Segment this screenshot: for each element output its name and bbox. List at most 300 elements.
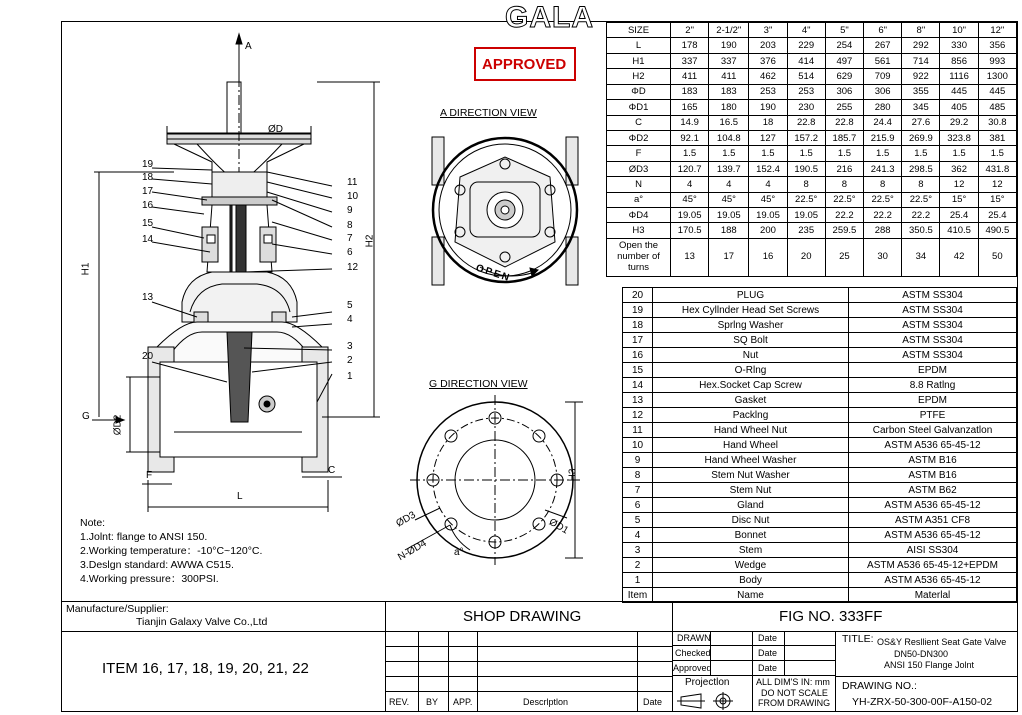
part-material: ASTM A351 CF8: [849, 513, 1017, 528]
dim-angle-label: a°: [454, 547, 464, 558]
size-cell: 345: [902, 100, 940, 115]
parts-table-row: [623, 543, 1017, 558]
title-line-1: OS&Y Resllient Seat Gate Valve: [877, 637, 1007, 647]
size-header-cell: 6": [864, 23, 902, 38]
notes: [80, 516, 262, 586]
note-item: 4.Working pressure：300PSI.: [80, 573, 219, 585]
size-cell: 183: [709, 84, 749, 99]
size-header-cell: 5": [825, 23, 863, 38]
size-cell: 17: [709, 238, 749, 276]
size-cell: 8: [864, 177, 902, 192]
parts-table: [622, 287, 1017, 603]
balloon-4: 4: [347, 314, 353, 325]
size-cell: 323.8: [940, 130, 978, 145]
manufacturer-label: Manufacture/Supplier:: [66, 603, 169, 615]
part-material: ASTM B16: [849, 468, 1017, 483]
part-material: Carbon Steel Galvanzatlon: [849, 423, 1017, 438]
part-name: Hand Wheel Washer: [653, 453, 849, 468]
balloon-6: 6: [347, 247, 353, 258]
part-material: PTFE: [849, 408, 1017, 423]
balloon-20: 20: [142, 351, 154, 362]
size-cell: 25: [825, 238, 863, 276]
part-material: ASTM A536 65-45-12: [849, 573, 1017, 588]
size-cell: 8: [902, 177, 940, 192]
balloon-10: 10: [347, 191, 359, 202]
size-cell: 45°: [671, 192, 709, 207]
balloon-17: 17: [142, 186, 154, 197]
size-cell: 445: [940, 84, 978, 99]
size-cell: 152.4: [749, 161, 787, 176]
size-cell: 19.05: [671, 208, 709, 223]
balloon-16: 16: [142, 200, 154, 211]
parts-table-row: [623, 573, 1017, 588]
size-header-cell: 3": [749, 23, 787, 38]
size-header-cell: 4": [787, 23, 825, 38]
size-cell: 1.5: [940, 146, 978, 161]
a-direction-view-title: A DIRECTION VIEW: [440, 107, 537, 119]
size-row-label: N: [607, 177, 671, 192]
manufacturer-name: Tianjin Galaxy Valve Co.,Ltd: [136, 616, 268, 628]
parts-table-row: [623, 393, 1017, 408]
part-item-no: 11: [623, 423, 653, 438]
size-table-row: [607, 130, 1017, 145]
size-cell: 490.5: [978, 223, 1016, 238]
part-material: ASTM SS304: [849, 318, 1017, 333]
parts-table-row: [623, 438, 1017, 453]
size-table-row: [607, 115, 1017, 130]
size-cell: 42: [940, 238, 978, 276]
size-cell: 269.9: [902, 130, 940, 145]
part-item-no: 4: [623, 528, 653, 543]
size-table-row: [607, 192, 1017, 207]
parts-table-row: [623, 303, 1017, 318]
part-item-no: 6: [623, 498, 653, 513]
parts-table-row: [623, 498, 1017, 513]
dim-g-label: G: [82, 411, 90, 422]
size-cell: 292: [902, 38, 940, 53]
size-cell: 45°: [749, 192, 787, 207]
size-cell: 230: [787, 100, 825, 115]
size-cell: 253: [787, 84, 825, 99]
part-material: ASTM A536 65-45-12: [849, 438, 1017, 453]
size-cell: 1.5: [864, 146, 902, 161]
shop-drawing-title: SHOP DRAWING: [463, 608, 582, 625]
size-cell: 178: [671, 38, 709, 53]
size-cell: 298.5: [902, 161, 940, 176]
date-label-3: Date: [758, 663, 778, 673]
all-dims-label: ALL DIM'S IN: mm: [756, 677, 830, 687]
part-item-no: 8: [623, 468, 653, 483]
dim-nod4-label: N-ØD4: [396, 538, 429, 564]
balloon-2: 2: [347, 355, 353, 366]
brand-logo: GALA: [505, 1, 594, 34]
size-cell: 120.7: [671, 161, 709, 176]
part-item-no: 7: [623, 483, 653, 498]
checked-label: Checked: [675, 648, 711, 658]
size-cell: 356: [978, 38, 1016, 53]
dim-h2-label: H2: [364, 234, 376, 248]
part-material: EPDM: [849, 363, 1017, 378]
drawing-no-label: DRAWING NO.:: [842, 680, 917, 692]
size-row-label: ΦD4: [607, 208, 671, 223]
drawing-no: YH-ZRX-50-300-00F-A150-02: [852, 696, 993, 708]
size-table-row: [607, 53, 1017, 68]
parts-table-row: [623, 588, 1017, 603]
description-label: Descrlptlon: [523, 697, 569, 707]
balloon-3: 3: [347, 341, 353, 352]
size-cell: 267: [864, 38, 902, 53]
part-name: Name: [653, 588, 849, 603]
size-cell: 414: [787, 53, 825, 68]
parts-table-row: [623, 483, 1017, 498]
size-cell: 157.2: [787, 130, 825, 145]
size-cell: 16: [749, 238, 787, 276]
part-item-no: 13: [623, 393, 653, 408]
size-cell: 216: [825, 161, 863, 176]
part-item-no: 1: [623, 573, 653, 588]
dim-od-label: ØD: [268, 124, 283, 135]
size-cell: 12: [940, 177, 978, 192]
size-cell: 337: [671, 53, 709, 68]
size-cell: 14.9: [671, 115, 709, 130]
size-cell: 12: [978, 177, 1016, 192]
date-label-rev: Date: [643, 697, 663, 707]
note-item: 2.Working temperature：-10°C~120°C.: [80, 545, 263, 557]
size-table-row: [607, 84, 1017, 99]
dim-h3-label: H3: [567, 468, 579, 482]
dim-a-label: A: [245, 41, 252, 52]
size-cell: 993: [978, 53, 1016, 68]
size-cell: 190: [749, 100, 787, 115]
size-cell: 411: [671, 69, 709, 84]
note-item: 3.Deslgn standard: AWWA C515.: [80, 559, 234, 571]
size-table-row: [607, 69, 1017, 84]
part-name: Packlng: [653, 408, 849, 423]
dim-od2-label: ØD2: [112, 414, 124, 436]
part-item-no: 20: [623, 288, 653, 303]
size-cell: 235: [787, 223, 825, 238]
part-material: EPDM: [849, 393, 1017, 408]
size-cell: 45°: [709, 192, 749, 207]
size-cell: 203: [749, 38, 787, 53]
size-header-cell: 10": [940, 23, 978, 38]
size-cell: 462: [749, 69, 787, 84]
part-material: ASTM A536 65-45-12: [849, 498, 1017, 513]
size-cell: 405: [940, 100, 978, 115]
size-cell: 170.5: [671, 223, 709, 238]
size-cell: 183: [671, 84, 709, 99]
size-row-label: H1: [607, 53, 671, 68]
size-cell: 190.5: [787, 161, 825, 176]
part-name: O-Rlng: [653, 363, 849, 378]
by-label: BY: [426, 697, 439, 707]
part-name: Gland: [653, 498, 849, 513]
size-table-row: [607, 208, 1017, 223]
size-cell: 1.5: [787, 146, 825, 161]
size-cell: 1.5: [902, 146, 940, 161]
size-cell: 1.5: [749, 146, 787, 161]
dim-l-label: L: [237, 491, 243, 502]
size-cell: 22.2: [825, 208, 863, 223]
size-cell: 180: [709, 100, 749, 115]
size-cell: 24.4: [864, 115, 902, 130]
size-row-label: C: [607, 115, 671, 130]
size-cell: 1.5: [978, 146, 1016, 161]
stamp-text: APPROVED: [482, 56, 567, 73]
size-cell: 104.8: [709, 130, 749, 145]
parts-table-row: [623, 528, 1017, 543]
title-line-3: ANSI 150 Flange Jolnt: [884, 660, 975, 670]
size-cell: 34: [902, 238, 940, 276]
size-cell: 259.5: [825, 223, 863, 238]
part-material: ASTM A536 65-45-12+EPDM: [849, 558, 1017, 573]
size-cell: 127: [749, 130, 787, 145]
size-row-label: a°: [607, 192, 671, 207]
size-cell: 165: [671, 100, 709, 115]
size-cell: 497: [825, 53, 863, 68]
balloon-13: 13: [142, 292, 154, 303]
size-cell: 376: [749, 53, 787, 68]
part-material: ASTM B16: [849, 453, 1017, 468]
size-cell: 1.5: [671, 146, 709, 161]
part-name: PLUG: [653, 288, 849, 303]
title-label: TITLE:: [842, 633, 874, 645]
dim-c-label: C: [328, 465, 336, 476]
size-cell: 15°: [978, 192, 1016, 207]
size-cell: 714: [902, 53, 940, 68]
part-material: ASTM SS304: [849, 288, 1017, 303]
size-cell: 445: [978, 84, 1016, 99]
size-cell: 22.5°: [787, 192, 825, 207]
size-cell: 1300: [978, 69, 1016, 84]
size-table-row: [607, 238, 1017, 276]
part-material: ASTM SS304: [849, 348, 1017, 363]
part-item-no: 19: [623, 303, 653, 318]
part-material: 8.8 Ratlng: [849, 378, 1017, 393]
dim-od3-label: ØD3: [394, 509, 418, 530]
title-line-2: DN50-DN300: [894, 649, 949, 659]
fig-no: FIG NO. 333FF: [779, 608, 883, 625]
size-table-row: [607, 146, 1017, 161]
parts-table-row: [623, 468, 1017, 483]
open-label: OPEN: [474, 262, 513, 285]
size-cell: 22.8: [787, 115, 825, 130]
date-label-1: Date: [758, 633, 778, 643]
projection-label: Projectlon: [685, 677, 730, 688]
size-cell: 19.05: [787, 208, 825, 223]
part-name: Stem Nut: [653, 483, 849, 498]
parts-table-row: [623, 408, 1017, 423]
part-name: Bonnet: [653, 528, 849, 543]
part-name: Disc Nut: [653, 513, 849, 528]
parts-table-row: [623, 348, 1017, 363]
part-name: Wedge: [653, 558, 849, 573]
size-cell: 139.7: [709, 161, 749, 176]
size-cell: 19.05: [749, 208, 787, 223]
size-cell: 1.5: [825, 146, 863, 161]
part-name: Hand Wheel: [653, 438, 849, 453]
part-name: Nut: [653, 348, 849, 363]
size-table-row: [607, 223, 1017, 238]
size-row-label: H2: [607, 69, 671, 84]
parts-table-row: [623, 333, 1017, 348]
size-table-row: [607, 177, 1017, 192]
do-not-scale-label: DO NOT SCALE: [761, 688, 828, 698]
size-cell: 1.5: [709, 146, 749, 161]
size-cell: 8: [825, 177, 863, 192]
size-cell: 229: [787, 38, 825, 53]
parts-table-row: [623, 363, 1017, 378]
part-item-no: 12: [623, 408, 653, 423]
size-cell: 330: [940, 38, 978, 53]
approved-stamp: [474, 47, 576, 81]
part-material: AISI SS304: [849, 543, 1017, 558]
size-cell: 241.3: [864, 161, 902, 176]
part-item-no: 2: [623, 558, 653, 573]
size-header-cell: 12": [978, 23, 1016, 38]
part-material: ASTM B62: [849, 483, 1017, 498]
size-cell: 485: [978, 100, 1016, 115]
size-cell: 629: [825, 69, 863, 84]
size-header-cell: SIZE: [607, 23, 671, 38]
size-cell: 431.8: [978, 161, 1016, 176]
size-cell: 381: [978, 130, 1016, 145]
size-table-header: [607, 23, 1017, 38]
parts-table-body: [623, 288, 1017, 603]
size-cell: 30: [864, 238, 902, 276]
size-cell: 22.5°: [864, 192, 902, 207]
size-cell: 185.7: [825, 130, 863, 145]
size-table-row: [607, 161, 1017, 176]
from-drawing-label: FROM DRAWING: [758, 698, 831, 708]
size-cell: 410.5: [940, 223, 978, 238]
size-cell: 280: [864, 100, 902, 115]
size-cell: 337: [709, 53, 749, 68]
parts-table-row: [623, 513, 1017, 528]
size-cell: 25.4: [978, 208, 1016, 223]
part-item-no: 9: [623, 453, 653, 468]
balloon-11: 11: [347, 177, 358, 188]
size-cell: 19.05: [709, 208, 749, 223]
part-name: Hand Wheel Nut: [653, 423, 849, 438]
part-item-no: 5: [623, 513, 653, 528]
drawn-label: DRAWN: [677, 633, 711, 643]
size-cell: 306: [864, 84, 902, 99]
size-cell: 188: [709, 223, 749, 238]
balloon-8: 8: [347, 220, 353, 231]
size-table-body: [607, 38, 1017, 277]
part-item-no: 15: [623, 363, 653, 378]
size-cell: 350.5: [902, 223, 940, 238]
balloon-12: 12: [347, 262, 359, 273]
size-cell: 16.5: [709, 115, 749, 130]
balloon-5: 5: [347, 300, 353, 311]
date-label-2: Date: [758, 648, 778, 658]
size-table-row: [607, 38, 1017, 53]
size-cell: 15°: [940, 192, 978, 207]
size-cell: 22.5°: [902, 192, 940, 207]
part-item-no: 3: [623, 543, 653, 558]
part-name: Hex Cyllnder Head Set Screws: [653, 303, 849, 318]
part-name: Stem Nut Washer: [653, 468, 849, 483]
balloon-9: 9: [347, 205, 353, 216]
size-cell: 22.5°: [825, 192, 863, 207]
part-name: Gasket: [653, 393, 849, 408]
size-cell: 255: [825, 100, 863, 115]
size-cell: 29.2: [940, 115, 978, 130]
size-cell: 4: [749, 177, 787, 192]
size-cell: 22.8: [825, 115, 863, 130]
size-cell: 922: [902, 69, 940, 84]
size-header-cell: 8": [902, 23, 940, 38]
part-name: SQ Bolt: [653, 333, 849, 348]
balloon-15: 15: [142, 218, 154, 229]
size-cell: 355: [902, 84, 940, 99]
app-label: APP.: [453, 697, 473, 707]
g-direction-view: [395, 390, 595, 580]
balloon-7: 7: [347, 233, 353, 244]
size-row-label: ΦD2: [607, 130, 671, 145]
size-cell: 190: [709, 38, 749, 53]
size-row-label: ØD3: [607, 161, 671, 176]
part-item-no: 10: [623, 438, 653, 453]
size-cell: 215.9: [864, 130, 902, 145]
size-cell: 30.8: [978, 115, 1016, 130]
dim-od1-label: ØD1: [546, 516, 571, 537]
part-item-no: 17: [623, 333, 653, 348]
size-row-label: ΦD: [607, 84, 671, 99]
size-cell: 18: [749, 115, 787, 130]
size-cell: 27.6: [902, 115, 940, 130]
part-material: Materlal: [849, 588, 1017, 603]
size-cell: 22.2: [864, 208, 902, 223]
size-cell: 8: [787, 177, 825, 192]
parts-table-row: [623, 423, 1017, 438]
part-item-no: 14: [623, 378, 653, 393]
dim-h1-label: H1: [80, 262, 92, 276]
size-row-label: L: [607, 38, 671, 53]
items-list: ITEM 16, 17, 18, 19, 20, 21, 22: [102, 660, 309, 677]
size-cell: 362: [940, 161, 978, 176]
parts-table-row: [623, 558, 1017, 573]
parts-table-row: [623, 453, 1017, 468]
size-row-label: Open the number of turns: [607, 238, 671, 276]
note-item: 1.Jolnt: flange to ANSI 150.: [80, 531, 208, 543]
size-cell: 200: [749, 223, 787, 238]
size-header-cell: 2-1/2": [709, 23, 749, 38]
part-material: ASTM A536 65-45-12: [849, 528, 1017, 543]
size-cell: 254: [825, 38, 863, 53]
balloon-1: 1: [347, 371, 353, 382]
size-row-label: ΦD1: [607, 100, 671, 115]
projection-symbol-icon: [677, 692, 747, 710]
part-name: Stem: [653, 543, 849, 558]
approved-label: Approved: [673, 663, 712, 673]
balloon-19: 19: [142, 159, 154, 170]
size-cell: 13: [671, 238, 709, 276]
size-cell: 1116: [940, 69, 978, 84]
size-cell: 561: [864, 53, 902, 68]
size-cell: 253: [749, 84, 787, 99]
balloon-14: 14: [142, 234, 154, 245]
size-cell: 22.2: [902, 208, 940, 223]
part-name: Body: [653, 573, 849, 588]
g-direction-view-title: G DIRECTION VIEW: [429, 378, 528, 390]
part-item-no: Item: [623, 588, 653, 603]
size-cell: 4: [709, 177, 749, 192]
size-cell: 20: [787, 238, 825, 276]
part-material: ASTM SS304: [849, 333, 1017, 348]
